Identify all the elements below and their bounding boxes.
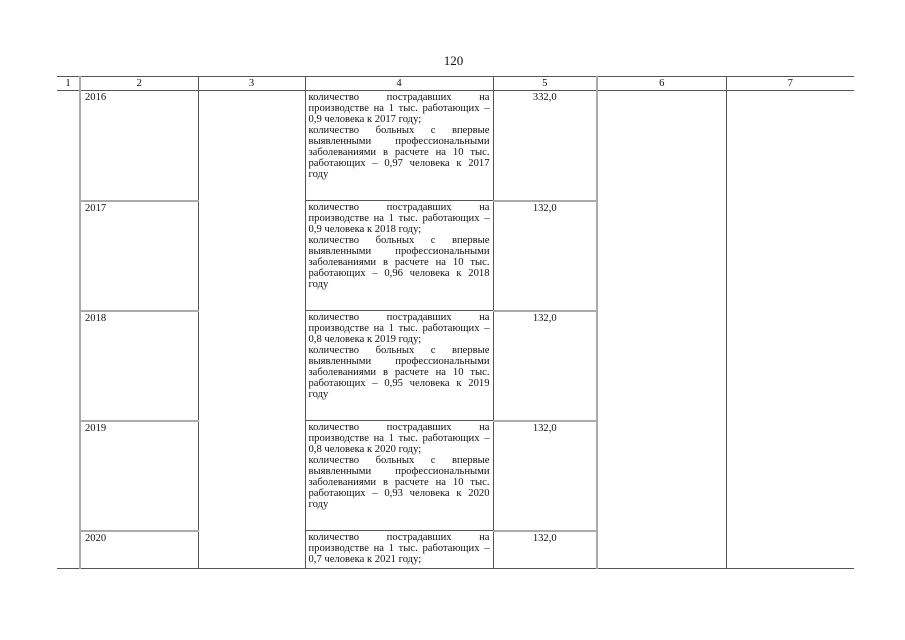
indicator-text: количество больных с впервые выявленными профессиональными заболеваниями в расчете на 10 тыс. работающих – 0,95 человека к 2019 году xyxy=(308,345,490,400)
col7-cell xyxy=(726,91,854,569)
indicator-text: количество больных с впервые выявленными профессиональными заболеваниями в расчете на 10 тыс. работающих – 0,97 человека к 2017 году xyxy=(308,125,490,180)
year-cell: 2018 xyxy=(80,311,198,421)
value-cell: 332,0 xyxy=(532,92,557,103)
year-cell: 2020 xyxy=(80,531,198,569)
value-cell: 132,0 xyxy=(493,421,597,531)
indicator-text: количество пострадавших на производстве на 1 тыс. работающих – 0,8 человека к 2020 году; xyxy=(308,422,490,455)
indicator-text: количество пострадавших на производстве на 1 тыс. работающих – 0,9 человека к 2018 году; xyxy=(308,202,490,235)
year-cell: 2016 xyxy=(80,91,198,201)
column-header-1: 1 xyxy=(57,77,80,91)
indicator-text: количество пострадавших на производстве на 1 тыс. работающих – 0,8 человека к 2019 году; xyxy=(308,312,490,345)
column-header-7: 7 xyxy=(726,77,854,91)
col6-cell xyxy=(597,91,726,569)
column-header-5: 5 xyxy=(493,77,597,91)
column-header-2: 2 xyxy=(80,77,198,91)
indicator-cell xyxy=(305,311,493,421)
value-cell: 132,0 xyxy=(493,311,597,421)
year-cell: 2017 xyxy=(80,201,198,311)
page-number: 120 xyxy=(443,53,464,68)
indicator-text: количество пострадавших на производстве на 1 тыс. работающих – 0,7 человека к 2021 году; xyxy=(308,532,490,565)
value-cell: 132,0 xyxy=(493,531,597,569)
value-cell: 132,0 xyxy=(493,201,597,311)
indicator-text: количество больных с впервые выявленными профессиональными заболеваниями в расчете на 10 тыс. работающих – 0,93 человека к 2020 году xyxy=(308,455,490,510)
table-row xyxy=(57,91,854,201)
indicator-cell xyxy=(305,531,493,569)
indicator-text: количество больных с впервые выявленными профессиональными заболеваниями в расчете на 10 тыс. работающих – 0,96 человека к 2018 году xyxy=(308,235,490,290)
indicator-cell xyxy=(305,421,493,531)
column-header-6: 6 xyxy=(597,77,726,91)
indicator-cell xyxy=(305,91,493,201)
col1-cell xyxy=(57,91,80,569)
indicator-text: количество пострадавших на производстве на 1 тыс. работающих – 0,9 человека к 2017 году; xyxy=(308,92,490,125)
column-header-4: 4 xyxy=(305,77,493,91)
year-cell: 2019 xyxy=(80,421,198,531)
column-header-3: 3 xyxy=(198,77,305,91)
indicator-cell xyxy=(305,201,493,311)
program-table xyxy=(57,76,854,569)
col3-cell xyxy=(198,91,305,569)
header-row xyxy=(57,77,854,91)
